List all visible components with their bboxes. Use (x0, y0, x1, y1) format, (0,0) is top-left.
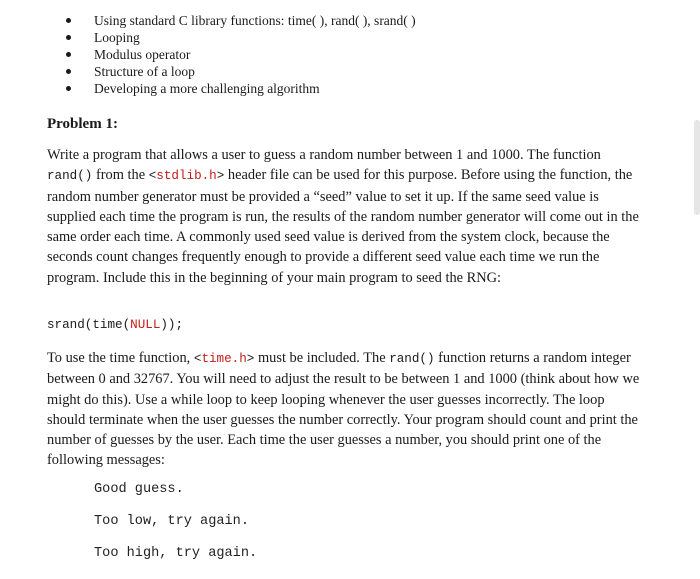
p2-start: To use the time function, (47, 350, 194, 366)
p2-mid: must be included. The (254, 350, 390, 366)
code-b: )); (160, 318, 184, 332)
topics-list (62, 12, 416, 97)
stdlib-lt: < (148, 169, 157, 184)
time-gt: > (246, 352, 255, 366)
p2-rest: function returns a random integer between 0 and 32767. You will need to adjust the result to be between 1 and 1000 (think about how we might do this). Use a while loop to keep looping whenever the user guesses incorrectly. The loop should terminate when the user guesses the number correctly. Your program should count and print the number of guesses by the user. Each time the user guesses a number, you should print one of the following messages: (47, 350, 640, 469)
time-lt: < (193, 352, 202, 366)
time-code (194, 352, 254, 366)
rand-code: rand() (47, 169, 93, 184)
message-too-low: Too low, try again. (94, 514, 249, 529)
topic-item: Looping (62, 29, 416, 46)
topic-item: Using standard C library functions: time( ), rand( ), srand( ) (62, 12, 416, 29)
p1-from: from the (92, 167, 149, 184)
topic-item: Modulus operator (62, 46, 416, 63)
time-name: time.h (201, 352, 247, 366)
stdlib-gt: > (216, 169, 225, 184)
rand-code-2: rand() (389, 352, 435, 366)
topic-item: Structure of a loop (62, 63, 416, 80)
p1-rest: header file can be used for this purpose. Before using the function, the random number generator must be provided a “seed” value to set it up. If the same seed value is supplied each time the program is run, the results of the random number generator will come out in the same order each time. A commonly used seed value is derived from the system clock, because the seconds count changes frequently enough to provide a different seed value each time we run the program. Include this in the beginning of your main program to seed the RNG: (47, 167, 639, 286)
problem-paragraph-2 (47, 348, 641, 471)
scrollbar[interactable] (694, 120, 700, 215)
problem-paragraph-1 (47, 145, 641, 288)
stdlib-code (149, 169, 225, 183)
message-too-high: Too high, try again. (94, 546, 258, 561)
srand-code-line (47, 318, 183, 332)
code-a: srand(time( (47, 318, 131, 332)
stdlib-name: stdlib.h (156, 169, 217, 184)
message-good-guess: Good guess. (94, 482, 184, 497)
topic-item: Developing a more challenging algorithm (62, 80, 416, 97)
p1-intro: Write a program that allows a user to guess a random number between 1 and 1000. The function (47, 147, 601, 163)
code-null: NULL (130, 318, 161, 332)
problem-heading: Problem 1: (47, 116, 118, 132)
